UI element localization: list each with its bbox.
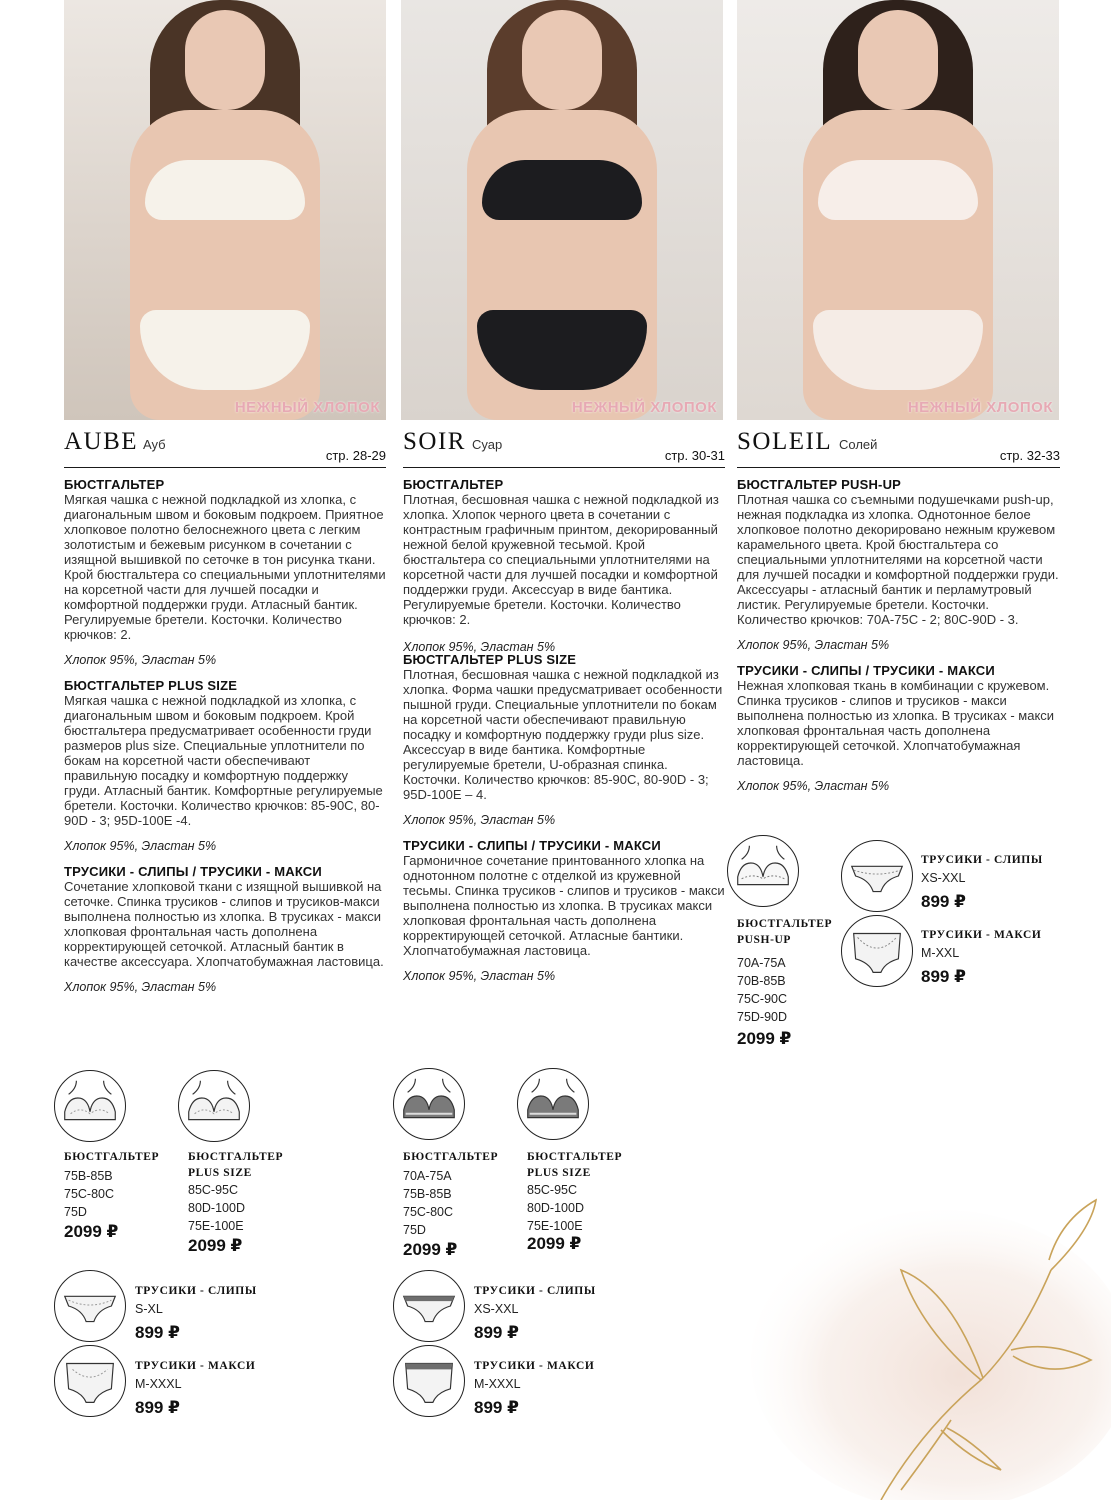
size: 70A-75A [403, 1169, 452, 1183]
maxi-sketch-icon [54, 1345, 126, 1417]
column-aube [64, 420, 386, 995]
product-description: Сочетание хлопковой ткани с изящной вышивкой на сеточке. Спинка трусиков - слипов и трусиков-макси выполнена полностью из хлопка. В трусиках - макси хлопковая фронтальная часть дополнена корректирующей сеточкой. Атласный бантик в качестве аксессуара. Хлопчатобумажная ластовица. [64, 879, 384, 969]
bra-sketch-icon [517, 1068, 589, 1140]
item-price: 899 ₽ [474, 1323, 519, 1342]
item-sizes: XS-XXL [474, 1302, 519, 1316]
size: 75C-80C [403, 1205, 454, 1219]
bra-sketch-icon [727, 835, 799, 907]
product-block [64, 477, 386, 668]
collection-header [64, 420, 386, 468]
product-item-maxi[interactable] [54, 1345, 274, 1419]
product-description: Мягкая чашка с нежной подкладкой из хлопка, с диагональным швом и боковым подкроем. Приятное хлопковое полотно белоснежного цвета с легким золотистым и бежевым рисунком в сочетании с изящной вышивкой по сеточке в тон рисунка ткани. Крой бюстгальтера со специальными уплотнителями на корсетной части для лучшей посадки и комфортной поддержки груди. Атласный бантик. Регулируемые бретели. Косточки. Количество крючков: 2. [64, 492, 386, 642]
product-block [403, 477, 725, 627]
tag-soft-cotton: НЕЖНЫЙ ХЛОПОК [907, 399, 1053, 416]
size: 75E-100E [527, 1219, 583, 1233]
item-sizes: S-XL [135, 1302, 163, 1316]
item-title-line: БЮСТГАЛЬТЕР [188, 1151, 284, 1163]
bra-sketch-icon [178, 1070, 250, 1142]
product-title: ТРУСИКИ - СЛИПЫ / ТРУСИКИ - МАКСИ [64, 864, 322, 879]
item-title: ТРУСИКИ - СЛИПЫ [474, 1285, 596, 1297]
item-sizes: M-XXXL [474, 1377, 521, 1391]
slip-sketch-icon [841, 840, 913, 912]
model-face [858, 10, 938, 110]
product-block [403, 652, 725, 828]
collection-header [737, 420, 1060, 468]
page-reference: стр. 30-31 [664, 448, 725, 463]
size: 75B-85B [403, 1187, 452, 1201]
item-title: БЮСТГАЛЬТЕР [64, 1151, 160, 1163]
item-price: 2099 ₽ [737, 1029, 792, 1048]
gold-leaves-decoration [751, 1190, 1111, 1500]
product-composition: Хлопок 95%, Эластан 5% [737, 779, 890, 793]
item-title: ТРУСИКИ - МАКСИ [921, 929, 1042, 941]
size: 80D-100D [188, 1201, 245, 1215]
item-title: БЮСТГАЛЬТЕР [403, 1151, 499, 1163]
collection-name: SOIR [403, 428, 466, 455]
item-title [188, 1149, 283, 1181]
collection-subtitle: Ауб [143, 437, 166, 452]
item-price: 899 ₽ [921, 892, 966, 911]
size: 75D [403, 1223, 426, 1237]
collection-header [403, 420, 725, 468]
item-price: 899 ₽ [921, 967, 966, 986]
product-item-bra[interactable] [393, 1068, 513, 1263]
photo-aube [64, 0, 386, 420]
product-title: ТРУСИКИ - СЛИПЫ / ТРУСИКИ - МАКСИ [403, 838, 661, 853]
product-item-slip[interactable] [393, 1270, 613, 1344]
bra-sketch-icon [54, 1070, 126, 1142]
product-block [403, 838, 725, 984]
product-item-slip[interactable] [841, 840, 1056, 914]
product-composition: Хлопок 95%, Эластан 5% [64, 839, 217, 853]
product-item-bra-plus[interactable] [178, 1070, 298, 1260]
product-item-maxi[interactable] [841, 915, 1056, 989]
item-title-line: PLUS SIZE [188, 1167, 252, 1179]
maxi-sketch-icon [841, 915, 913, 987]
product-composition: Хлопок 95%, Эластан 5% [64, 653, 217, 667]
product-composition: Хлопок 95%, Эластан 5% [403, 969, 556, 983]
product-title: БЮСТГАЛЬТЕР PLUS SIZE [403, 652, 577, 667]
model-face [185, 10, 265, 110]
size: 85C-95C [188, 1183, 239, 1197]
item-title-line: PUSH-UP [737, 934, 792, 946]
item-sizes [188, 1181, 245, 1235]
product-item-bra[interactable] [54, 1070, 174, 1250]
item-price: 2099 ₽ [64, 1222, 119, 1241]
product-description: Нежная хлопковая ткань в комбинации с кружевом. Спинка трусиков - слипов и трусиков - макси выполнена полностью из хлопка. В трусиках - макси хлопковая фронтальная часть дополнена корректирующей сеточкой. Хлопчатобумажная ластовица. [737, 678, 1055, 768]
item-title-line: БЮСТГАЛЬТЕР [737, 918, 833, 930]
page-reference: стр. 32-33 [999, 448, 1060, 463]
product-title: БЮСТГАЛЬТЕР [403, 477, 504, 492]
item-price: 899 ₽ [474, 1398, 519, 1417]
size: 75E-100E [188, 1219, 244, 1233]
item-title-line: PLUS SIZE [527, 1167, 591, 1179]
bra-aube [145, 160, 305, 220]
size: 75C-90C [737, 992, 788, 1006]
product-description: Плотная, бесшовная чашка с нежной подкладкой из хлопка. Форма чашки предусматривает особенности пышной груди. Специальные уплотнители по бокам на корсетной части обеспечивают правильную посадку и комфортную поддержку груди plus size. Аксессуар в виде бантика. Комфортные регулируемые бретели, U-образная спинка. Косточки. Количество крючков: 85-90C, 80-90D - 3; 95D-100E – 4. [403, 667, 723, 802]
collection-subtitle: Суар [472, 437, 503, 452]
size: 75D-90D [737, 1010, 788, 1024]
model-face [522, 10, 602, 110]
item-price: 2099 ₽ [188, 1236, 243, 1255]
product-composition: Хлопок 95%, Эластан 5% [737, 638, 890, 652]
product-description: Плотная чашка со съемными подушечками push-up, нежная подкладка из хлопка. Однотонное белое хлопковое полотно декорировано нежным кружевом карамельного цвета. Крой бюстгальтера со специальными уплотнителями на корсетной части для лучшей посадки и комфортной поддержки груди. Аксессуары - атласный бантик и перламутровый листик. Регулируемые бретели. Косточки. Количество крючков: 70A-75C - 2; 80C-90D - 3. [737, 492, 1059, 627]
product-description: Мягкая чашка с нежной подкладкой из хлопка, с диагональным швом и боковым подкроем. Крой бюстгальтера предусматривает особенности груди размеров plus size. Специальные уплотнители по бокам на корсетной части обеспечивают правильную посадку и комфортную поддержку груди. Атласный бантик. Комфортные регулируемые бретели. Косточки. Количество крючков: 85-90C, 80-90D - 3; 95D-100E -4. [64, 693, 383, 828]
size: 75D [64, 1205, 87, 1219]
product-composition: Хлопок 95%, Эластан 5% [403, 640, 556, 654]
item-title [737, 916, 832, 948]
product-item-bra-plus[interactable] [517, 1068, 637, 1263]
collection-name: SOLEIL [737, 428, 833, 455]
item-title [527, 1149, 622, 1181]
item-sizes [737, 954, 787, 1026]
item-price: 899 ₽ [135, 1323, 180, 1342]
slip-sketch-icon [393, 1270, 465, 1342]
item-sizes [403, 1167, 453, 1239]
product-block [64, 678, 386, 854]
tag-soft-cotton: НЕЖНЫЙ ХЛОПОК [571, 399, 717, 416]
product-item-bra-push-up[interactable] [727, 835, 837, 1055]
item-price: 2099 ₽ [403, 1240, 458, 1259]
item-sizes: M-XXL [921, 946, 960, 960]
size: 75B-85B [64, 1169, 113, 1183]
item-price: 899 ₽ [135, 1398, 180, 1417]
collection-name: AUBE [64, 428, 139, 455]
item-sizes: M-XXXL [135, 1377, 182, 1391]
item-sizes: XS-XXL [921, 871, 966, 885]
product-description: Гармоничное сочетание принтованного хлопка на однотонном полотне с отделкой из кружевной тесьмы. Спинка трусиков - слипов и трусиков - макси выполнена полностью из хлопка. В трусиках макси хлопковая фронтальная часть дополнена корректирующей сеточкой. Атласные бантики. Хлопчатобумажная ластовица. [403, 853, 725, 958]
collection-subtitle: Солей [839, 437, 878, 452]
product-block [737, 477, 1060, 653]
size: 85C-95C [527, 1183, 578, 1197]
product-item-maxi[interactable] [393, 1345, 613, 1419]
page-reference: стр. 28-29 [325, 448, 386, 463]
size: 75C-80C [64, 1187, 115, 1201]
item-sizes [64, 1167, 114, 1221]
bra-sketch-icon [393, 1068, 465, 1140]
product-item-slip[interactable] [54, 1270, 274, 1344]
product-title: БЮСТГАЛЬТЕР PLUS SIZE [64, 678, 238, 693]
product-composition: Хлопок 95%, Эластан 5% [64, 980, 217, 994]
product-title: БЮСТГАЛЬТЕР [64, 477, 165, 492]
item-price: 2099 ₽ [527, 1234, 582, 1253]
product-block [737, 663, 1060, 794]
product-title: БЮСТГАЛЬТЕР PUSH-UP [737, 477, 902, 492]
photo-soir [401, 0, 723, 420]
item-title: ТРУСИКИ - СЛИПЫ [921, 854, 1043, 866]
column-soleil [737, 420, 1060, 794]
photo-soleil [737, 0, 1059, 420]
tag-soft-cotton: НЕЖНЫЙ ХЛОПОК [234, 399, 380, 416]
column-soir [403, 420, 725, 984]
size: 80D-100D [527, 1201, 584, 1215]
slip-sketch-icon [54, 1270, 126, 1342]
maxi-sketch-icon [393, 1345, 465, 1417]
item-title: ТРУСИКИ - СЛИПЫ [135, 1285, 257, 1297]
size: 70B-85B [737, 974, 786, 988]
item-sizes [527, 1181, 584, 1235]
item-title-line: БЮСТГАЛЬТЕР [527, 1151, 623, 1163]
size: 70A-75A [737, 956, 786, 970]
bra-soir [482, 160, 642, 220]
product-title: ТРУСИКИ - СЛИПЫ / ТРУСИКИ - МАКСИ [737, 663, 995, 678]
item-title: ТРУСИКИ - МАКСИ [135, 1360, 256, 1372]
product-description: Плотная, бесшовная чашка с нежной подкладкой из хлопка. Хлопок черного цвета в сочетании с контрастным графичным принтом, декорированный нежной белой кружевной тесьмой. Крой бюстгальтера со специальными уплотнителями на корсетной части для лучшей посадки и комфортной поддержки груди. Аксессуар в виде бантика. Регулируемые бретели. Косточки. Количество крючков: 2. [403, 492, 719, 627]
item-title: ТРУСИКИ - МАКСИ [474, 1360, 595, 1372]
product-composition: Хлопок 95%, Эластан 5% [403, 813, 556, 827]
bra-soleil [818, 160, 978, 220]
product-block [64, 864, 386, 995]
